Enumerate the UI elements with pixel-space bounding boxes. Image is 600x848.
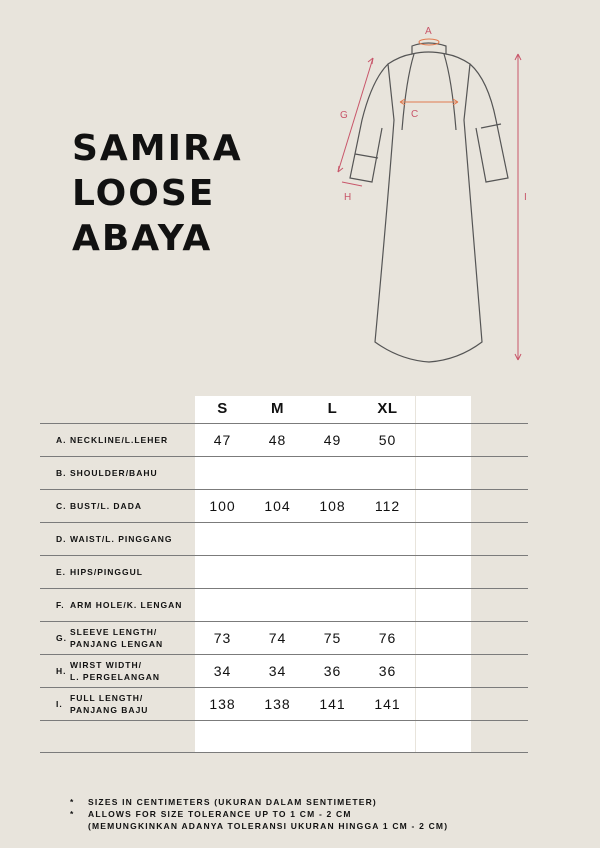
footnote-bullet: * <box>70 809 75 819</box>
label-c: C <box>411 109 419 120</box>
row-label-text: NECKLINE/L.LEHER <box>70 435 169 445</box>
measure-c <box>400 99 458 120</box>
size-header-xl: XL <box>377 400 398 417</box>
row-divider <box>40 720 528 721</box>
row-letter: D. <box>56 534 67 544</box>
label-i: I <box>524 192 527 203</box>
cell-g-l: 75 <box>323 630 342 646</box>
size-header-m: M <box>271 400 284 417</box>
label-a: A <box>425 26 432 37</box>
measure-a <box>419 26 439 45</box>
footnotes <box>70 796 448 832</box>
abaya-outline <box>350 43 508 362</box>
footnote-text: (MEMUNGKINKAN ADANYA TOLERANSI UKURAN HINGGA 1 CM - 2 CM) <box>88 821 449 831</box>
row-letter: H. <box>56 666 67 676</box>
row-letter: C. <box>56 501 67 511</box>
cell-h-xl: 36 <box>378 663 397 679</box>
cell-c-m: 104 <box>264 498 291 514</box>
cell-i-s: 138 <box>209 696 236 712</box>
footnote <box>70 808 448 820</box>
row-divider <box>40 752 528 753</box>
row-letter: B. <box>56 468 67 478</box>
row-label-hips <box>56 556 143 588</box>
cell-h-m: 34 <box>268 663 287 679</box>
cell-g-m: 74 <box>268 630 287 646</box>
cell-a-xl: 50 <box>378 432 397 448</box>
cell-a-s: 47 <box>213 432 232 448</box>
cell-a-l: 49 <box>323 432 342 448</box>
size-header-l: L <box>327 400 338 417</box>
size-header-s: S <box>217 400 228 417</box>
cell-g-xl: 76 <box>378 630 397 646</box>
title-line-1: SAMIRA <box>72 128 243 169</box>
title-line-3: ABAYA <box>72 218 213 259</box>
row-label-text: WAIST/L. PINGGANG <box>70 534 173 544</box>
column-extra <box>416 396 471 753</box>
footnote <box>70 820 448 832</box>
row-letter: E. <box>56 567 67 577</box>
footnote-text: SIZES IN CENTIMETERS (UKURAN DALAM SENTIMETER) <box>88 797 377 807</box>
row-label-text: L. PERGELANGAN <box>70 672 161 682</box>
footnote-bullet: * <box>70 797 75 807</box>
cell-h-l: 36 <box>323 663 342 679</box>
row-label-text: PANJANG LENGAN <box>70 639 164 649</box>
row-label-waist <box>56 523 172 555</box>
cell-h-s: 34 <box>213 663 232 679</box>
row-label-text: SLEEVE LENGTH/ <box>70 627 158 637</box>
row-label-text: FULL LENGTH/ <box>70 693 144 703</box>
row-letter: I. <box>56 699 63 709</box>
row-letter: A. <box>56 435 67 445</box>
measure-g <box>338 58 373 172</box>
row-label-full-length <box>56 688 148 720</box>
row-label-bust <box>56 490 142 522</box>
footnote <box>70 796 448 808</box>
title-line-2: LOOSE <box>72 173 216 214</box>
row-label-text: WIRST WIDTH/ <box>70 660 142 670</box>
cell-i-m: 138 <box>264 696 291 712</box>
footnote-text: ALLOWS FOR SIZE TOLERANCE UP TO 1 CM - 2 CM <box>88 809 352 819</box>
row-label-text: BUST/L. DADA <box>70 501 142 511</box>
row-label-text: ARM HOLE/K. LENGAN <box>70 600 183 610</box>
label-h: H <box>344 192 352 203</box>
measure-i <box>515 54 527 360</box>
row-label-text: PANJANG BAJU <box>70 705 149 715</box>
footnote-bullet <box>70 820 88 832</box>
row-letter: F. <box>56 600 65 610</box>
row-label-neckline <box>56 424 168 456</box>
row-label-text: HIPS/PINGGUL <box>70 567 143 577</box>
row-label-shoulder <box>56 457 158 489</box>
label-g: G <box>340 110 348 121</box>
cell-c-s: 100 <box>209 498 236 514</box>
row-label-arm-hole <box>56 589 182 621</box>
measure-h <box>342 182 362 203</box>
cell-g-s: 73 <box>213 630 232 646</box>
abaya-measurement-illustration <box>330 20 550 370</box>
cell-c-xl: 112 <box>374 498 401 514</box>
row-label-text: SHOULDER/BAHU <box>70 468 158 478</box>
row-label-sleeve-length <box>56 622 163 654</box>
cell-i-l: 141 <box>319 696 346 712</box>
row-letter: G. <box>56 633 67 643</box>
cell-c-l: 108 <box>319 498 346 514</box>
cell-a-m: 48 <box>268 432 287 448</box>
product-title <box>72 126 243 261</box>
row-label-wrist-width <box>56 655 160 687</box>
cell-i-xl: 141 <box>374 696 401 712</box>
